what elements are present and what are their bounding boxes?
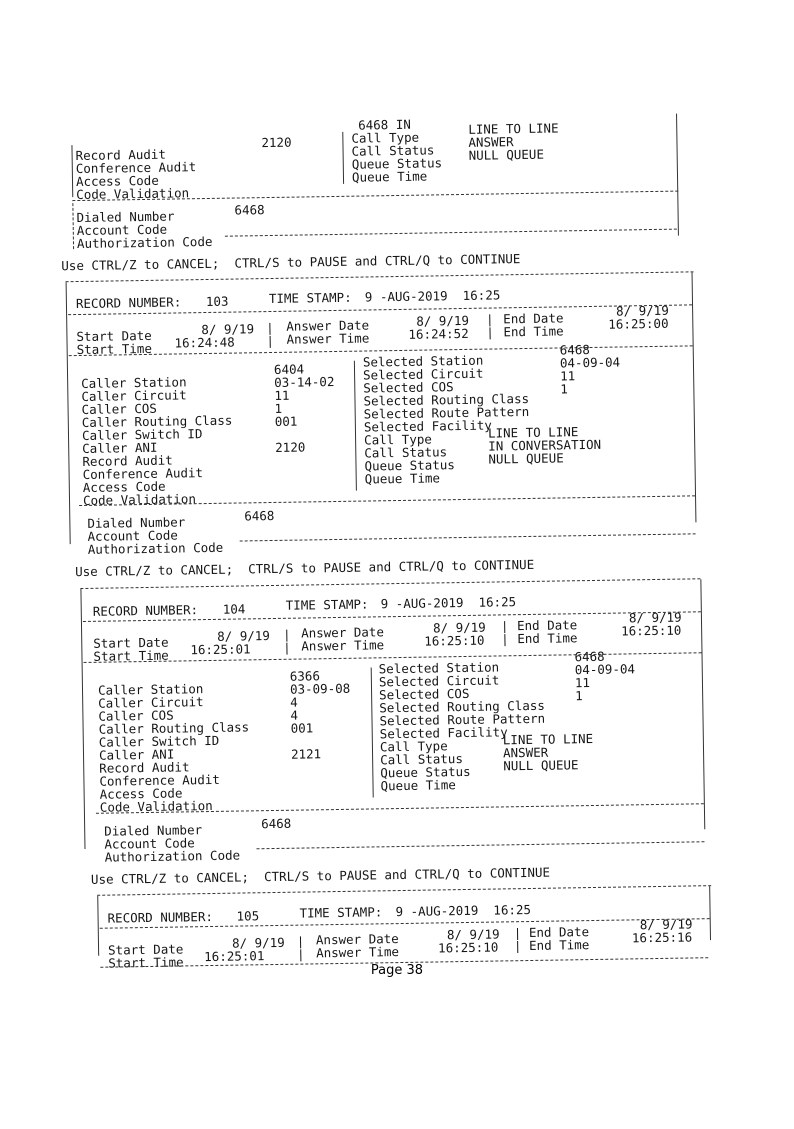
field-label: Code Validation bbox=[82, 491, 197, 508]
record-number-label: RECORD NUMBER: bbox=[107, 908, 214, 926]
dialed-number-value: 6468 bbox=[244, 507, 275, 524]
field-value: 6366 bbox=[289, 668, 321, 684]
timestamp-label: TIME STAMP: bbox=[268, 289, 352, 307]
field-value: LINE TO LINE bbox=[502, 730, 594, 748]
separator bbox=[240, 533, 696, 541]
field-label: Conference Audit bbox=[99, 771, 220, 789]
answer-time-label: Answer Time bbox=[301, 637, 385, 654]
answer-time-value: 16:25:10 bbox=[424, 632, 485, 649]
line-in-text: 6468 IN bbox=[358, 116, 411, 133]
field-label: Caller ANI bbox=[98, 746, 175, 763]
field-label: Code Validation bbox=[99, 797, 213, 815]
dialed-number-value: 6468 bbox=[261, 815, 292, 832]
queue-status-value: NULL QUEUE bbox=[468, 146, 545, 163]
separator bbox=[257, 841, 705, 849]
column-divider bbox=[371, 667, 374, 797]
field-label: Record Audit bbox=[82, 452, 173, 469]
start-date-label: Start Date bbox=[93, 634, 169, 651]
record-audit-label: Record Audit bbox=[75, 146, 167, 164]
field-label: Selected Station bbox=[362, 352, 484, 370]
answer-date-value: 8/ 9/19 bbox=[416, 312, 470, 329]
field-value: 03-14-02 bbox=[274, 374, 335, 390]
end-date-label: End Date bbox=[503, 310, 564, 327]
field-label: Selected Route Pattern bbox=[379, 710, 546, 729]
field-label: Call Status bbox=[364, 444, 448, 461]
separator bbox=[97, 885, 711, 896]
field-label: Selected COS bbox=[378, 685, 470, 703]
end-time-value: 16:25:16 bbox=[631, 929, 693, 946]
field-label: Selected Station bbox=[378, 659, 500, 677]
right-border bbox=[709, 886, 711, 940]
end-time-label: End Time bbox=[517, 630, 578, 647]
record-number-value: 105 bbox=[236, 908, 260, 924]
answer-date-label: Answer Date bbox=[315, 931, 399, 948]
call-record-103: RECORD NUMBER: 103 TIME STAMP: 9 -AUG-2019 16:25 Start Date 8/ 9/19 Start Time 16:24:48 | | Answer Date 8/ 9/19 Answer Time 16:24:52 | | End Date 8/ 9/19 End Time 16:25:00 Caller Station Caller Circuit Caller COS Caller Routing Class Caller Switch ID Caller ANI Record Audit Conference Audit Access Code Code Validation 6404 03-14-02 11 1 001 2120 Selected Station Selected Circuit Selected COS Selected Routing Class Selected Route Pattern Selected Facility Call Type Call Status Queue Status Queue Time 6468 04-09-04 11 1 LINE TO LINE IN CONVERSATION NULL QUEUE Dialed Number 6468 Account Code Authorization Code Use CTRL/Z to CANCEL; CTRL/S to PAUSE and CTRL/Q to CONTINUE bbox=[0, 0, 785, 6]
start-time-label: Start Time bbox=[93, 647, 169, 664]
record-audit-value: 2120 bbox=[261, 134, 292, 151]
timestamp-value: 9 -AUG-2019 16:25 bbox=[380, 594, 517, 612]
timestamp-label: TIME STAMP: bbox=[285, 596, 369, 613]
end-date-label: End Date bbox=[516, 617, 578, 634]
start-date-value: 8/ 9/19 bbox=[217, 628, 270, 644]
field-label: Selected Circuit bbox=[378, 672, 500, 690]
field-label: Selected Routing Class bbox=[363, 390, 530, 409]
field-value: 04-09-04 bbox=[574, 661, 636, 678]
answer-time-label: Answer Time bbox=[316, 944, 400, 961]
start-time-label: Start Time bbox=[108, 954, 184, 971]
field-value: 04-09-04 bbox=[559, 354, 621, 371]
queue-status-label: Queue Status bbox=[351, 155, 443, 172]
end-date-value: 8/ 9/19 bbox=[639, 916, 693, 933]
field-value: LINE TO LINE bbox=[487, 424, 579, 441]
start-date-value: 8/ 9/19 bbox=[231, 934, 285, 951]
right-border bbox=[700, 579, 705, 829]
account-code-label: Account Code bbox=[104, 835, 195, 852]
field-label: Caller Station bbox=[81, 374, 187, 391]
dialed-number-value: 6468 bbox=[234, 202, 265, 218]
field-label: Selected COS bbox=[363, 379, 454, 396]
separator bbox=[80, 578, 700, 589]
left-border bbox=[80, 589, 85, 849]
field-label: Selected Facility bbox=[363, 417, 492, 435]
separator bbox=[225, 229, 677, 237]
call-record-105: RECORD NUMBER: 105 TIME STAMP: 9 -AUG-2019 16:25 Start Date 8/ 9/19 Start Time 16:25:01 | | Answer Date 8/ 9/19 Answer Time 16:25:10 | | End Date 8/ 9/19 End Time 16:25:16 bbox=[0, 0, 785, 6]
field-value: ANSWER bbox=[502, 744, 549, 761]
field-label: Selected Circuit bbox=[362, 365, 484, 383]
answer-date-label: Answer Date bbox=[301, 624, 385, 641]
left-border bbox=[71, 145, 73, 197]
start-time-label: Start Time bbox=[76, 340, 153, 358]
start-time-value: 16:25:01 bbox=[190, 641, 251, 658]
end-date-value: 8/ 9/19 bbox=[615, 302, 669, 319]
field-value: 11 bbox=[274, 387, 290, 403]
answer-date-value: 8/ 9/19 bbox=[446, 926, 500, 943]
dialed-number-label: Dialed Number bbox=[87, 514, 186, 531]
field-label: Queue Time bbox=[380, 777, 456, 794]
field-label: Caller Routing Class bbox=[98, 719, 250, 737]
end-date-label: End Date bbox=[528, 924, 590, 941]
continue-prompt: Use CTRL/Z to CANCEL; CTRL/S to PAUSE and CTRL/Q to CONTINUE bbox=[75, 556, 535, 580]
record-number-label: RECORD NUMBER: bbox=[92, 602, 199, 619]
field-value: 2120 bbox=[275, 439, 306, 455]
field-label: Queue Status bbox=[380, 763, 471, 781]
authorization-code-label: Authorization Code bbox=[76, 233, 213, 252]
authorization-code-label: Authorization Code bbox=[87, 539, 224, 557]
answer-date-label: Answer Date bbox=[286, 317, 370, 334]
start-date-label: Start Date bbox=[107, 941, 184, 958]
separator bbox=[66, 271, 694, 282]
field-label: Conference Audit bbox=[82, 465, 204, 482]
right-border bbox=[676, 114, 679, 236]
field-value: 4 bbox=[290, 694, 298, 710]
field-label: Queue Status bbox=[364, 457, 455, 474]
access-code-label: Access Code bbox=[75, 172, 159, 190]
field-label: Caller Switch ID bbox=[98, 732, 220, 750]
call-type-value: LINE TO LINE bbox=[468, 120, 559, 137]
left-border bbox=[72, 203, 74, 249]
field-value: NULL QUEUE bbox=[503, 757, 579, 774]
dialed-number-label: Dialed Number bbox=[76, 208, 175, 226]
field-value: 001 bbox=[274, 413, 298, 429]
start-time-value: 16:25:01 bbox=[204, 948, 265, 965]
answer-time-value: 16:25:10 bbox=[437, 939, 499, 956]
field-value: 1 bbox=[575, 688, 583, 704]
call-type-label: Call Type bbox=[351, 129, 420, 146]
field-label: Caller ANI bbox=[82, 439, 158, 456]
end-time-label: End Time bbox=[528, 937, 590, 954]
field-label: Queue Time bbox=[364, 470, 441, 487]
field-value: 1 bbox=[274, 400, 283, 416]
continue-prompt: Use CTRL/Z to CANCEL; CTRL/S to PAUSE and CTRL/Q to CONTINUE bbox=[90, 864, 551, 887]
field-value: 4 bbox=[290, 707, 299, 723]
field-value: NULL QUEUE bbox=[488, 450, 564, 467]
record-fragment-top bbox=[0, 0, 785, 274]
end-time-label: End Time bbox=[503, 323, 564, 340]
field-value: 6468 bbox=[559, 341, 590, 358]
field-label: Caller Circuit bbox=[81, 387, 187, 404]
field-label: Selected Route Pattern bbox=[363, 403, 530, 422]
end-date-value: 8/ 9/19 bbox=[628, 609, 682, 626]
field-value: 6404 bbox=[273, 361, 305, 377]
record-number-label: RECORD NUMBER: bbox=[75, 294, 182, 312]
field-value: 6468 bbox=[574, 648, 605, 665]
page-number: Page 38 bbox=[370, 963, 424, 978]
timestamp-value: 9 -AUG-2019 16:25 bbox=[364, 287, 501, 305]
field-value: IN CONVERSATION bbox=[488, 436, 602, 454]
record-number-value: 104 bbox=[222, 601, 246, 617]
field-value: 11 bbox=[574, 675, 591, 691]
continue-prompt: Use CTRL/Z to CANCEL; CTRL/S to PAUSE and CTRL/Q to CONTINUE bbox=[61, 251, 521, 274]
call-status-value: ANSWER bbox=[468, 134, 514, 150]
account-code-label: Account Code bbox=[87, 527, 179, 544]
field-label: Record Audit bbox=[99, 759, 190, 776]
start-date-value: 8/ 9/19 bbox=[201, 321, 255, 338]
column-divider bbox=[354, 361, 357, 491]
start-time-value: 16:24:48 bbox=[174, 334, 235, 351]
record-number-value: 103 bbox=[205, 293, 229, 310]
field-label: Caller Routing Class bbox=[81, 412, 233, 430]
field-label: Call Type bbox=[379, 738, 448, 755]
field-label: Caller COS bbox=[98, 707, 174, 724]
call-record-104: RECORD NUMBER: 104 TIME STAMP: 9 -AUG-2019 16:25 Start Date 8/ 9/19 Start Time 16:25:01 | | Answer Date 8/ 9/19 Answer Time 16:25:10 | | End Date 8/ 9/19 End Time 16:25:10 Caller Station Caller Circuit Caller COS Caller Routing Class Caller Switch ID Caller ANI Record Audit Conference Audit Access Code Code Validation 6366 03-09-08 4 4 001 2121 Selected Station Selected Circuit Selected COS Selected Routing Class Selected Route Pattern Selected Facility Call Type Call Status Queue Status Queue Time 6468 04-09-04 11 1 LINE TO LINE ANSWER NULL QUEUE Dialed Number 6468 Account Code Authorization Code Use CTRL/Z to CANCEL; CTRL/S to PAUSE and CTRL/Q to CONTINUE bbox=[0, 0, 785, 6]
left-border bbox=[97, 896, 99, 956]
field-label: Selected Facility bbox=[379, 724, 508, 742]
field-label: Selected Routing Class bbox=[379, 697, 545, 716]
field-label: Access Code bbox=[99, 785, 183, 802]
answer-date-value: 8/ 9/19 bbox=[432, 619, 486, 636]
field-label: Call Type bbox=[363, 431, 432, 448]
end-time-value: 16:25:00 bbox=[608, 315, 669, 332]
conference-audit-label: Conference Audit bbox=[75, 159, 197, 177]
right-border bbox=[692, 272, 697, 522]
answer-time-label: Answer Time bbox=[286, 330, 370, 347]
timestamp-value: 9 -AUG-2019 16:25 bbox=[395, 901, 532, 920]
authorization-code-label: Authorization Code bbox=[104, 847, 241, 865]
field-value: 2121 bbox=[290, 746, 322, 762]
field-label: Call Status bbox=[380, 751, 464, 768]
code-validation-label: Code Validation bbox=[76, 185, 190, 203]
field-value: 03-09-08 bbox=[289, 680, 351, 697]
field-value: 11 bbox=[560, 368, 576, 384]
start-date-label: Start Date bbox=[76, 327, 152, 345]
column-divider bbox=[342, 132, 344, 184]
timestamp-label: TIME STAMP: bbox=[299, 904, 383, 921]
field-value: 001 bbox=[290, 720, 314, 736]
account-code-label: Account Code bbox=[76, 221, 168, 239]
field-label: Caller Switch ID bbox=[81, 426, 203, 443]
answer-time-value: 16:24:52 bbox=[408, 325, 469, 342]
left-border bbox=[66, 282, 71, 544]
queue-time-label: Queue Time bbox=[351, 168, 428, 185]
call-status-label: Call Status bbox=[351, 142, 435, 159]
field-label: Caller Circuit bbox=[98, 694, 204, 711]
field-value: 1 bbox=[560, 381, 568, 397]
field-label: Caller Station bbox=[97, 681, 204, 698]
end-time-value: 16:25:10 bbox=[621, 622, 682, 639]
dialed-number-label: Dialed Number bbox=[104, 822, 203, 839]
field-label: Caller COS bbox=[81, 400, 157, 417]
field-label: Access Code bbox=[82, 478, 166, 495]
